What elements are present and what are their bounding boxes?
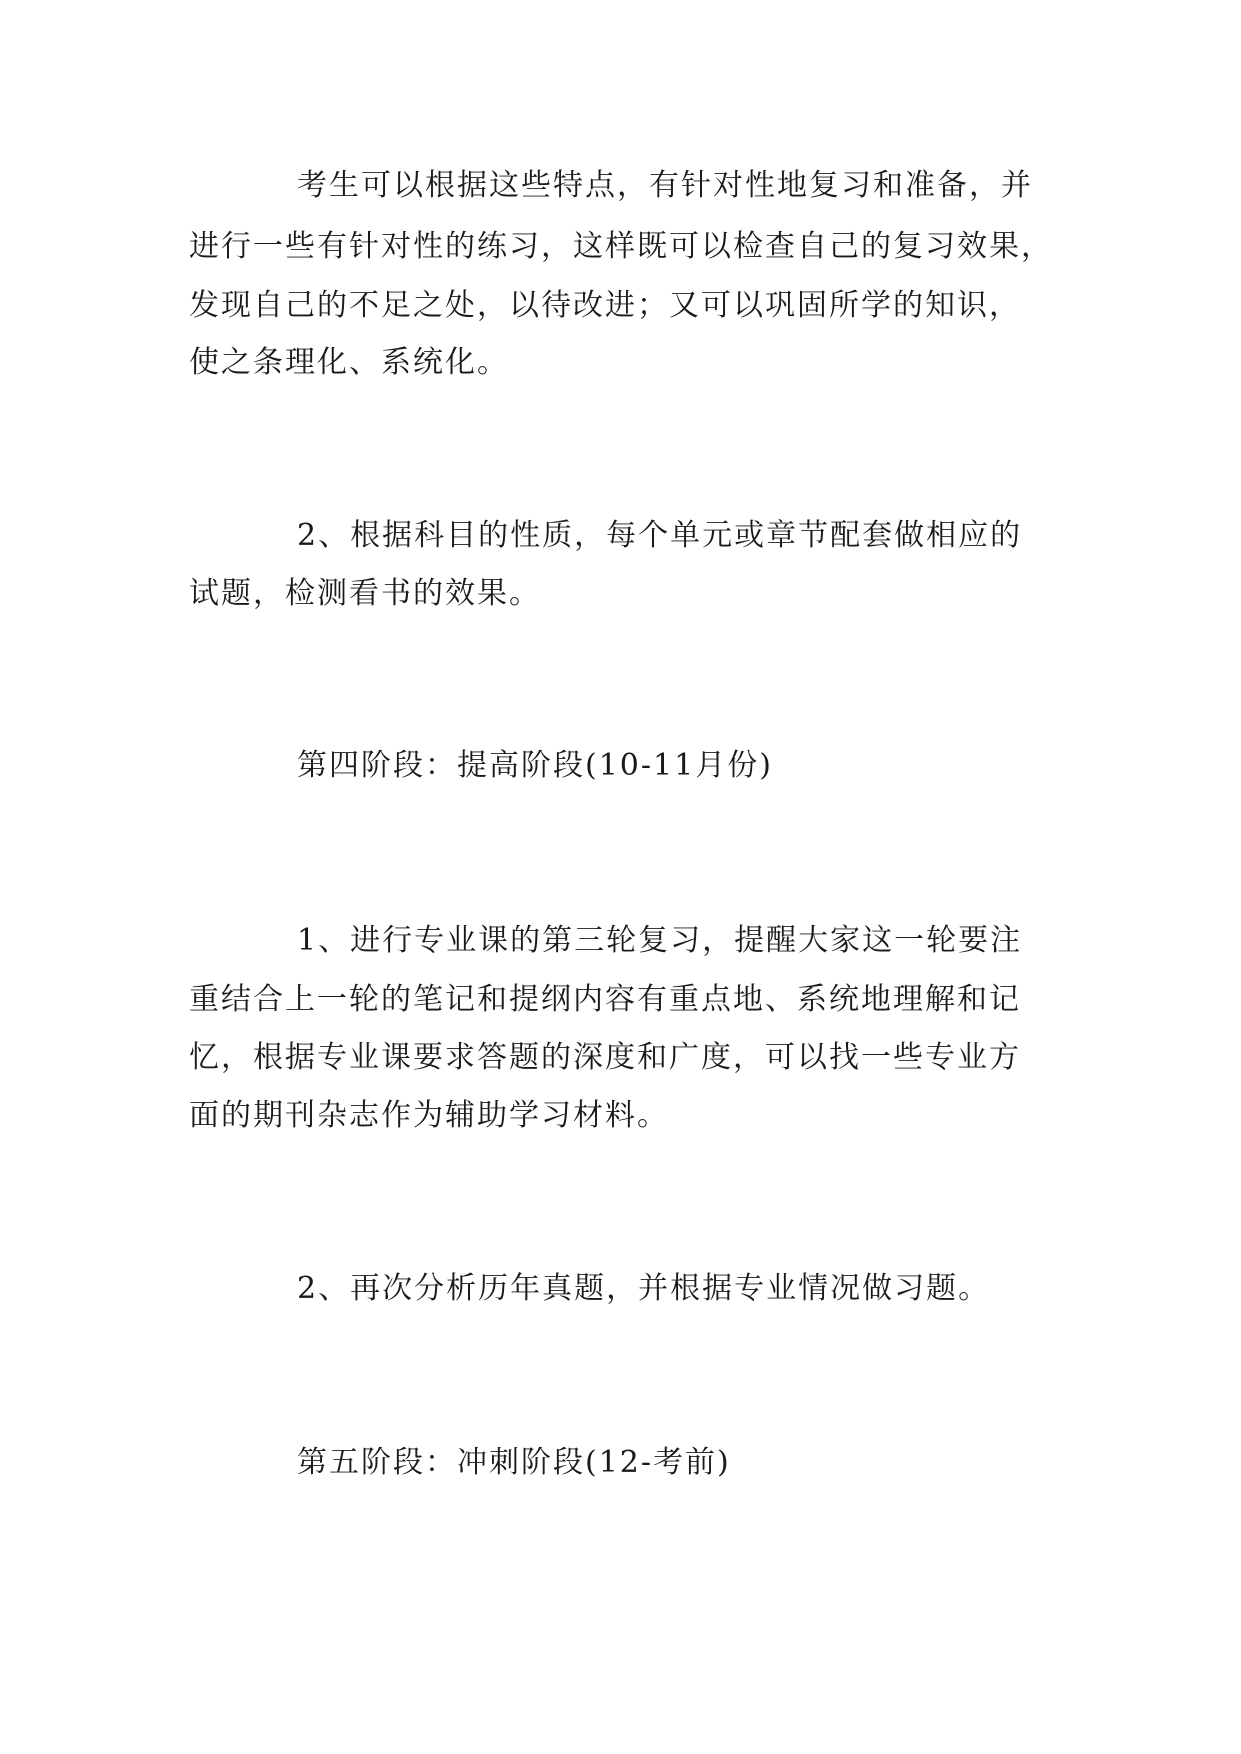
paragraph-2-line-1: 2、根据科目的性质，每个单元或章节配套做相应的	[297, 518, 1023, 553]
paragraph-4: 2、再次分析历年真题，并根据专业情况做习题。	[297, 1271, 991, 1306]
paragraph-1-line-1: 考生可以根据这些特点，有针对性地复习和准备，并	[297, 168, 1033, 203]
paragraph-3-line-1: 1、进行专业课的第三轮复习，提醒大家这一轮要注	[297, 923, 1023, 958]
paragraph-1-line-2: 进行一些有针对性的练习，这样既可以检查自己的复习效果，	[189, 229, 1053, 264]
paragraph-3-line-3: 忆，根据专业课要求答题的深度和广度，可以找一些专业方	[189, 1040, 1021, 1075]
section-heading-stage-4: 第四阶段：提高阶段(10-11月份)	[297, 748, 773, 783]
paragraph-1-line-3: 发现自己的不足之处，以待改进；又可以巩固所学的知识，	[189, 288, 1021, 323]
paragraph-3-line-2: 重结合上一轮的笔记和提纲内容有重点地、系统地理解和记	[189, 982, 1021, 1017]
paragraph-1-line-4: 使之条理化、系统化。	[189, 345, 509, 380]
paragraph-2-line-2: 试题，检测看书的效果。	[189, 576, 541, 611]
paragraph-3-line-4: 面的期刊杂志作为辅助学习材料。	[189, 1098, 669, 1133]
section-heading-stage-5: 第五阶段：冲刺阶段(12-考前)	[297, 1445, 731, 1480]
